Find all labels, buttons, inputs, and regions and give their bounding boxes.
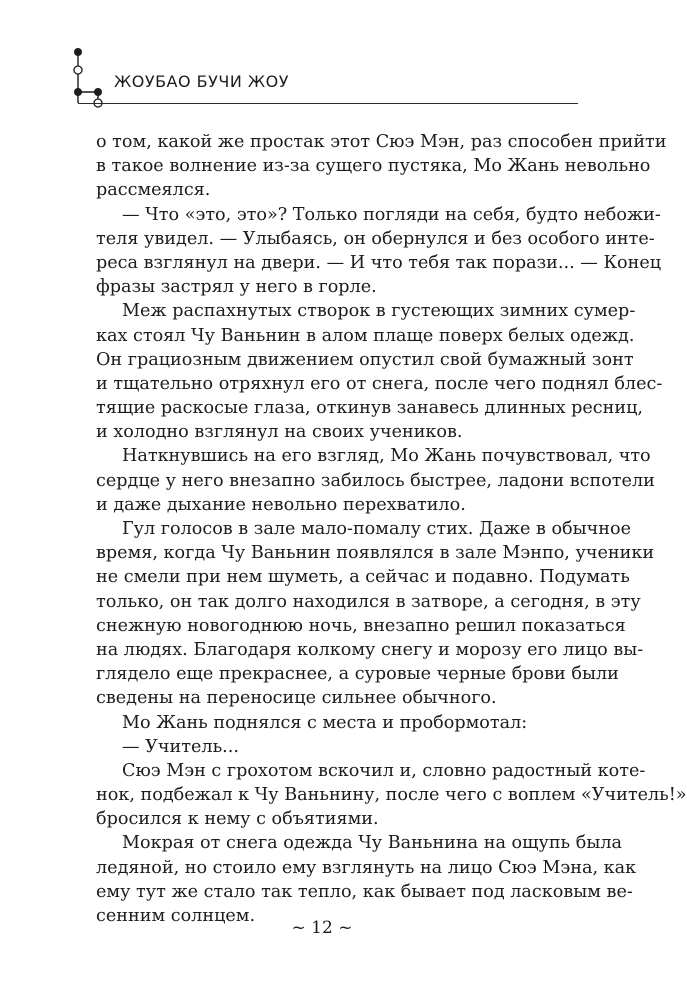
text-line: Наткнувшись на его взгляд, Мо Жань почувствовал, что [122, 446, 651, 467]
text-line: ках стоял Чу Ваньнин в алом плаще поверх белых одежд. [96, 325, 635, 346]
text-line: снежную новогоднюю ночь, внезапно решил показаться [96, 615, 626, 636]
text-line: тящие раскосые глаза, откинув занавесь длинных ресниц, [96, 398, 643, 419]
text-line: Мокрая от снега одежда Чу Ваньнина на ощупь была [122, 833, 622, 854]
chapter-ornament-icon [68, 40, 118, 120]
text-line: ему тут же стало так тепло, как бывает под ласковым ве- [96, 881, 633, 902]
text-line: сенним солнцем. [96, 906, 256, 926]
page-number: ~ 12 ~ [291, 918, 353, 938]
text-line: сердце у него внезапно забилось быстрее, ладони вспотели [96, 470, 655, 491]
text-line: фразы застрял у него в горле. [96, 277, 377, 298]
text-line: Сюэ Мэн с грохотом вскочил и, словно радостный котe- [122, 760, 646, 781]
text-line: время, когда Чу Ваньнин появлялся в зале Мэнпо, ученики [96, 543, 655, 564]
text-line: — Учитель... [122, 736, 239, 757]
text-line: о том, какой же простак этот Сюэ Мэн, раз способен прийти [96, 132, 667, 152]
text-line: не смели при нем шуметь, а сейчас и подавно. Подумать [96, 567, 630, 588]
text-line: глядело еще прекраснее, а суровые черные брови были [96, 664, 619, 685]
text-line: и холодно взглянул на своих учеников. [96, 422, 463, 443]
text-line: Мо Жань поднялся с места и пробормотал: [122, 712, 528, 733]
text-line: — Что «это, это»? Только погляди на себя, будто небожи- [122, 204, 661, 225]
text-line: только, он так долго находился в затворе, а сегодня, в эту [96, 591, 641, 612]
text-line: теля увидел. — Улыбаясь, он обернулся и без особого инте- [96, 228, 655, 249]
text-line: нок, подбежал к Чу Ваньнину, после чего с воплем «Учитель!» [96, 785, 687, 806]
text-line: в такое волнение из-за сущего пустяка, Мо Жань невольно [96, 156, 651, 177]
text-line: Он грациозным движением опустил свой бумажный зонт [96, 349, 634, 370]
text-line: рассмеялся. [96, 180, 211, 201]
text-line: и даже дыхание невольно перехватило. [96, 494, 466, 515]
text-line: сведены на переносице сильнее обычного. [96, 688, 497, 709]
text-line: Гул голосов в зале мало-помалу стих. Даже в обычное [122, 519, 632, 539]
running-title: ЖОУБАО БУЧИ ЖОУ [114, 72, 290, 91]
text-line: ледяной, но стоило ему взглянуть на лицо Сюэ Мэна, как [96, 857, 637, 878]
text-line: Меж распахнутых створок в густеющих зимних сумер- [122, 301, 636, 322]
body-text [96, 130, 687, 928]
running-header [68, 40, 578, 120]
text-line: на людях. Благодаря колкому снегу и морозу его лицо вы- [96, 639, 644, 660]
text-line: бросился к нему с объятиями. [96, 809, 379, 830]
header-rule [78, 103, 578, 104]
text-line: и тщательно отряхнул его от снега, после чего поднял блес- [96, 373, 663, 394]
text-line: реса взглянул на двери. — И что тебя так порази... — Конец [96, 252, 662, 273]
